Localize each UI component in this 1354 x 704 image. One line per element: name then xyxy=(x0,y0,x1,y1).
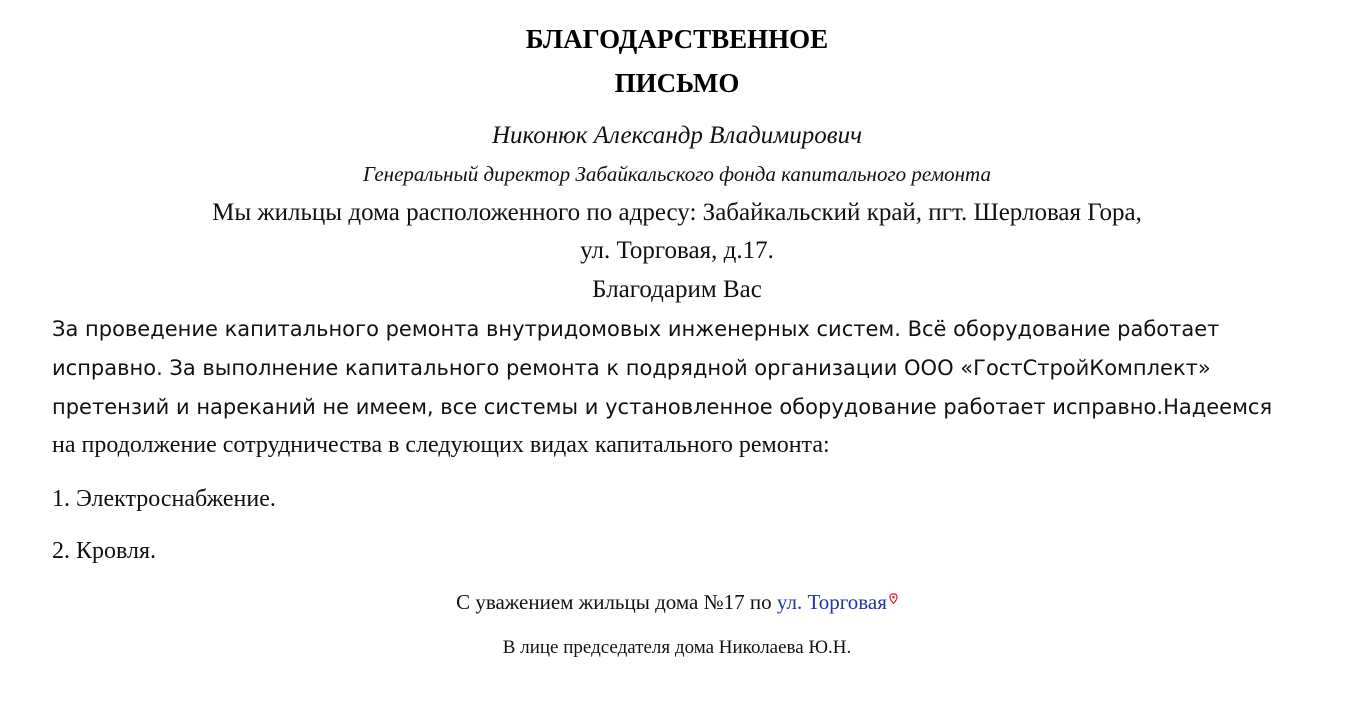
body-line-3 xyxy=(52,389,1272,425)
recipient-position: Генеральный директор Забайкальского фонда капитального ремонта xyxy=(363,162,991,186)
list-item: 2. Кровля. xyxy=(52,538,157,564)
body-line-1: За проведение капитального ремонта внутридомовых инженерных систем. Всё оборудование работает xyxy=(52,317,1220,341)
address-line-1: Мы жильцы дома расположенного по адресу: Забайкальский край, пгт. Шерловая Гора, xyxy=(212,199,1142,226)
body-line-3-part-2: Надеемся xyxy=(1163,395,1273,419)
closing-line xyxy=(0,587,1354,617)
body-line-3-part-1: претензий и нареканий не имеем, все системы и установленное оборудование работает исправно. xyxy=(52,395,1164,419)
recipient-name: Никонюк Александр Владимирович xyxy=(491,122,862,149)
letter-title-line-2: ПИСЬМО xyxy=(614,68,740,98)
map-pin-icon[interactable] xyxy=(889,593,898,604)
closing-text: С уважением жильцы дома №17 по xyxy=(456,590,772,614)
body-line-2: исправно. За выполнение капитального ремонта к подрядной организации ООО «ГостСтройКомплект» xyxy=(52,356,1211,380)
address-line-2: ул. Торговая, д.17. xyxy=(580,237,774,264)
list-item: 1. Электроснабжение. xyxy=(52,486,276,512)
letter-title-line-1: БЛАГОДАРСТВЕННОЕ xyxy=(525,24,829,54)
signature-line: В лице председателя дома Николаева Ю.Н. xyxy=(502,637,852,658)
street-link[interactable]: ул. Торговая xyxy=(776,590,887,614)
body-line-4: на продолжение сотрудничества в следующих видах капитального ремонта: xyxy=(52,432,830,458)
thanks-line: Благодарим Вас xyxy=(592,276,762,303)
